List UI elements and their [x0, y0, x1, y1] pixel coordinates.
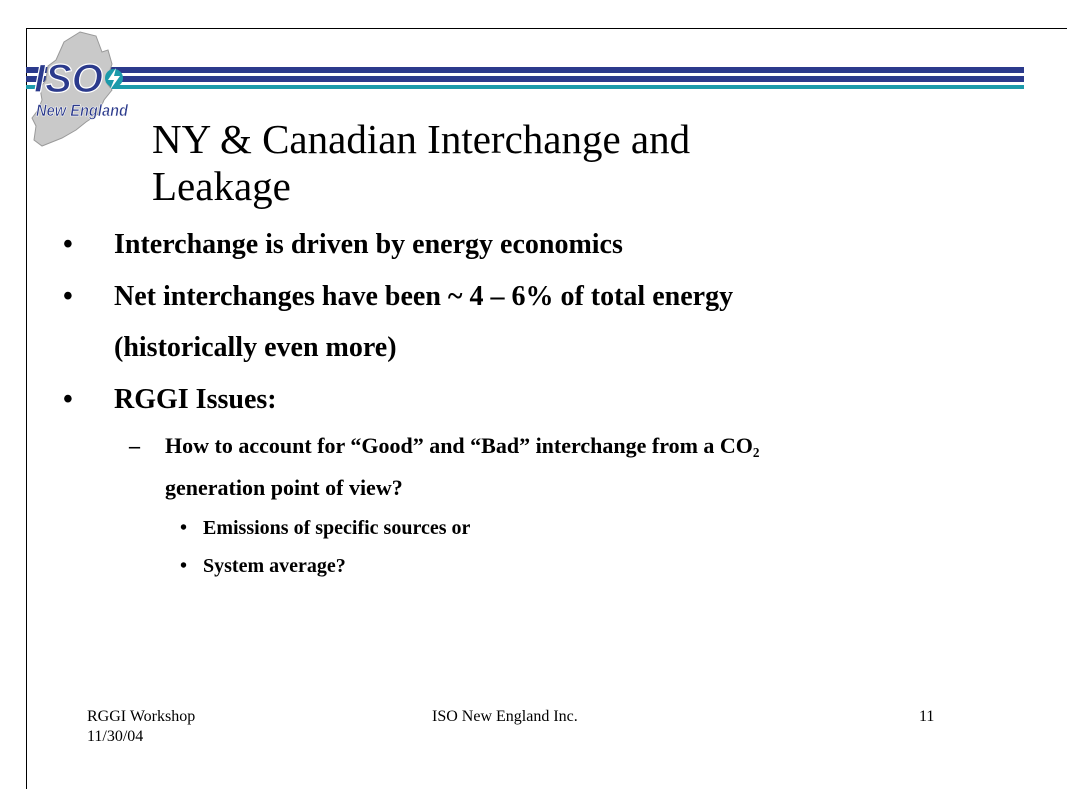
footer-date: 11/30/04 — [87, 728, 144, 745]
co2-subscript: 2 — [752, 444, 760, 460]
header-stripe-teal — [26, 85, 1024, 89]
iso-new-england-logo-icon — [28, 30, 132, 148]
sub-sub-bullet-marker: • — [180, 517, 188, 539]
sub-sub-bullet-marker: • — [180, 555, 188, 577]
bullet-marker: • — [63, 281, 73, 312]
slide-title-line-2: Leakage — [152, 163, 291, 209]
bullet-text-line-1: Net interchanges have been ~ 4 – 6% of total energy — [114, 281, 734, 312]
footer-page-number: 11 — [919, 708, 935, 725]
sub-sub-bullet-text: Emissions of specific sources or — [203, 517, 471, 539]
header-stripe-blue-bottom — [26, 76, 1024, 82]
sub-bullet-marker: – — [129, 433, 140, 458]
footer-event: RGGI Workshop — [87, 708, 196, 725]
sub-bullet-text-line-2: generation point of view? — [165, 475, 403, 500]
sub-bullet-text-main: How to account for “Good” and “Bad” interchange from a CO — [165, 433, 753, 458]
bullet-marker: • — [63, 384, 73, 415]
logo-new-england-text: New England — [36, 101, 129, 120]
sub-sub-bullet-text: System average? — [203, 555, 346, 577]
footer-organization: ISO New England Inc. — [432, 708, 578, 725]
bullet-text: Interchange is driven by energy economics — [114, 229, 623, 260]
bullet-marker: • — [63, 229, 73, 260]
bullet-text-line-2: (historically even more) — [114, 332, 397, 363]
slide-title-line-1: NY & Canadian Interchange and — [152, 116, 691, 162]
slide-title — [152, 116, 912, 210]
logo-iso-text: ISO — [34, 57, 103, 101]
header-stripe-blue-top — [26, 67, 1024, 73]
footer-event-and-date — [87, 707, 195, 747]
sub-bullet-text-line-1 — [165, 425, 985, 467]
bullet-text: RGGI Issues: — [114, 384, 277, 415]
